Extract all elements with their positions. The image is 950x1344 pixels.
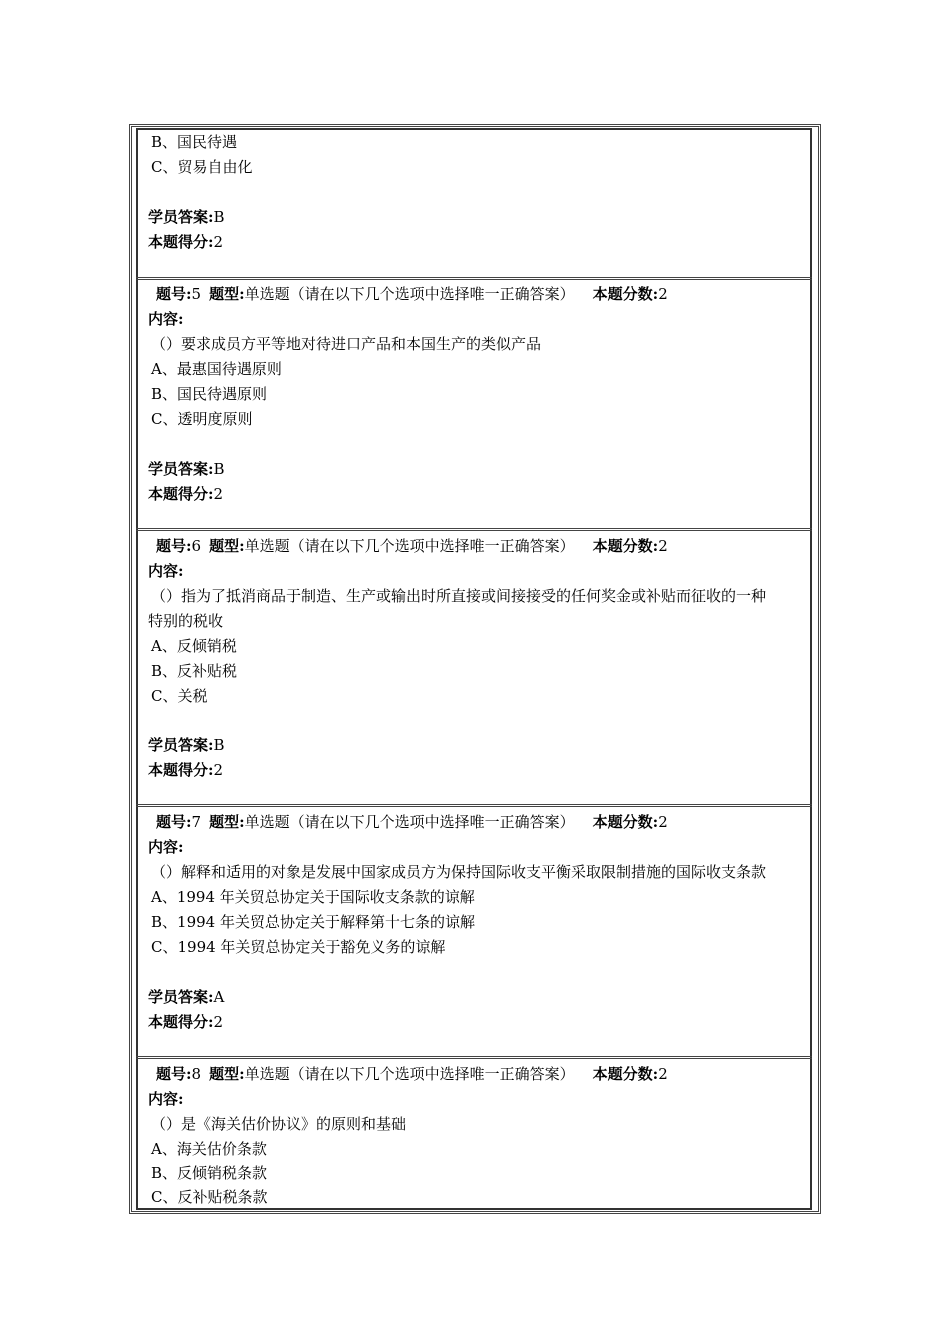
- student-answer: 学员答案:B: [148, 736, 225, 754]
- content-label: 内容:: [148, 1090, 184, 1108]
- question-score: 本题得分:2: [148, 485, 224, 503]
- option-c: C、反补贴税条款: [151, 1188, 268, 1206]
- content-label: 内容:: [148, 838, 184, 856]
- student-answer: 学员答案:A: [148, 988, 225, 1006]
- option-a: A、最惠国待遇原则: [151, 360, 282, 378]
- question-score: 本题得分:2: [148, 761, 224, 779]
- option-a: A、1994 年关贸总协定关于国际收支条款的谅解: [151, 888, 475, 906]
- question-header: 题号:5 题型:单选题（请在以下几个选项中选择唯一正确答案） 本题分数:2: [156, 285, 668, 303]
- question-header: 题号:8 题型:单选题（请在以下几个选项中选择唯一正确答案） 本题分数:2: [156, 1065, 668, 1083]
- question-score: 本题得分:2: [148, 233, 224, 251]
- student-answer: 学员答案:B: [148, 460, 225, 478]
- student-answer: 学员答案:B: [148, 208, 225, 226]
- question-content-continued: 特别的税收: [148, 612, 224, 630]
- option-c: C、1994 年关贸总协定关于豁免义务的谅解: [151, 938, 446, 956]
- question-content: （）要求成员方平等地对待进口产品和本国生产的类似产品: [151, 335, 542, 353]
- question-divider: [136, 528, 812, 531]
- option-a: A、反倾销税: [151, 637, 237, 655]
- content-label: 内容:: [148, 310, 184, 328]
- question-score: 本题得分:2: [148, 1013, 224, 1031]
- option-b: B、国民待遇: [151, 133, 238, 151]
- question-content: （）解释和适用的对象是发展中国家成员方为保持国际收支平衡采取限制措施的国际收支条款: [151, 863, 767, 881]
- question-divider: [136, 804, 812, 807]
- content-label: 内容:: [148, 562, 184, 580]
- option-b: B、国民待遇原则: [151, 385, 268, 403]
- question-divider: [136, 277, 812, 280]
- option-b: B、反倾销税条款: [151, 1164, 268, 1182]
- option-c: C、贸易自由化: [151, 158, 253, 176]
- option-a: A、海关估价条款: [151, 1140, 267, 1158]
- question-content: （）是《海关估价协议》的原则和基础: [151, 1115, 407, 1133]
- question-header: 题号:6 题型:单选题（请在以下几个选项中选择唯一正确答案） 本题分数:2: [156, 537, 668, 555]
- option-b: B、反补贴税: [151, 662, 238, 680]
- option-c: C、关税: [151, 687, 208, 705]
- option-c: C、透明度原则: [151, 410, 253, 428]
- question-content: （）指为了抵消商品于制造、生产或输出时所直接或间接接受的任何奖金或补贴而征收的一种: [151, 587, 767, 605]
- option-b: B、1994 年关贸总协定关于解释第十七条的谅解: [151, 913, 475, 931]
- question-header: 题号:7 题型:单选题（请在以下几个选项中选择唯一正确答案） 本题分数:2: [156, 813, 668, 831]
- question-divider: [136, 1056, 812, 1059]
